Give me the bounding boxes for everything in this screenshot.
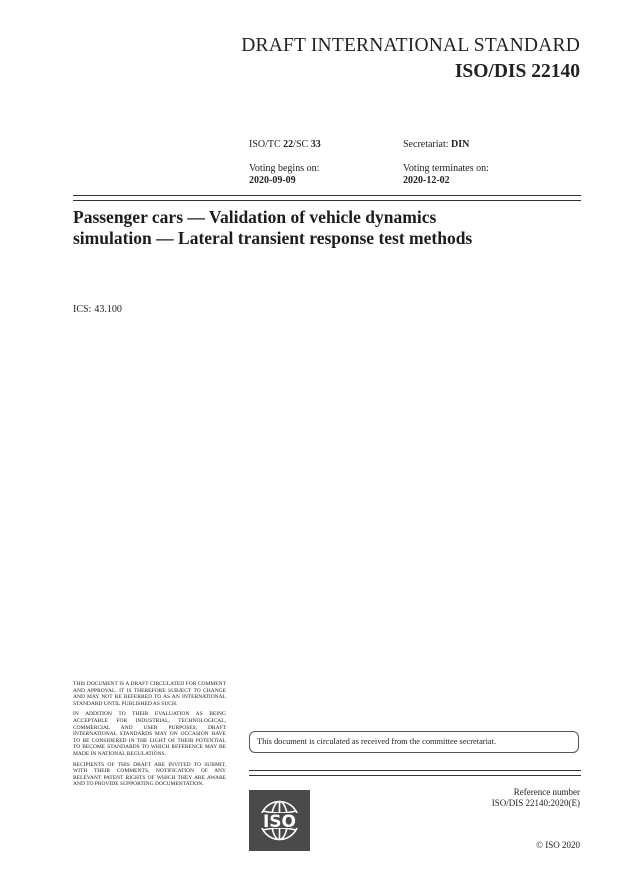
sc-prefix: /SC — [293, 139, 311, 150]
document-title — [73, 207, 583, 249]
sc-number: 33 — [310, 139, 321, 150]
ics-label: ICS: — [73, 304, 92, 315]
logo-text: ISO — [262, 812, 297, 832]
voting-begins-label: Voting begins on: — [249, 163, 320, 174]
voting-terminates-date: 2020-12-02 — [403, 175, 450, 186]
disclaimer-paragraph-2: IN ADDITION TO THEIR EVALUATION AS BEING ACCEPTABLE FOR INDUSTRIAL, TECHNOLOGICAL, COMMERCIAL AND USER PURPOSES, DRAFT INTERNATIONAL STANDARDS MAY ON OCCASION HAVE TO BE CONSIDERED IN THE LIGHT OF THEIR POTENTIAL TO BECOME STANDARDS TO WHICH REFERENCE MAY BE MADE IN NATIONAL REGULATIONS. — [73, 711, 226, 757]
disclaimer-paragraph-1: THIS DOCUMENT IS A DRAFT CIRCULATED FOR COMMENT AND APPROVAL. IT IS THEREFORE SUBJECT TO CHANGE AND MAY NOT BE REFERRED TO AS AN INTERNATIONAL STANDARD UNTIL PUBLISHED AS SUCH. — [73, 681, 226, 707]
secretariat-label: Secretariat: — [403, 139, 452, 150]
voting-begins — [249, 163, 319, 187]
ics-code — [73, 304, 122, 315]
reference-number: ISO/DIS 22140:2020(E) — [491, 798, 580, 808]
copyright-notice: © ISO 2020 — [536, 840, 580, 850]
circulation-notice: This document is circulated as received from the committee secretariat. — [249, 731, 579, 753]
document-type-heading: DRAFT INTERNATIONAL STANDARD — [241, 35, 580, 56]
tc-number: 22 — [283, 139, 294, 150]
footer-divider — [249, 770, 581, 776]
header-divider — [73, 195, 581, 201]
secretariat — [403, 139, 469, 151]
disclaimer-paragraph-3: RECIPIENTS OF THIS DRAFT ARE INVITED TO SUBMIT, WITH THEIR COMMENTS, NOTIFICATION OF ANY RELEVANT PATENT RIGHTS OF WHICH THEY ARE AWARE AND TO PROVIDE SUPPORTING DOCUMENTATION. — [73, 761, 226, 788]
reference-number-label: Reference number — [513, 787, 580, 797]
voting-terminates — [403, 163, 489, 187]
draft-disclaimer — [73, 681, 226, 792]
tc-prefix: ISO/TC — [249, 139, 284, 150]
voting-terminates-label: Voting terminates on: — [403, 163, 489, 174]
ics-value: 43.100 — [94, 304, 122, 315]
document-number-heading: ISO/DIS 22140 — [454, 61, 580, 82]
title-line-1: Passenger cars — Validation of vehicle dynamics — [73, 207, 437, 227]
title-line-2: simulation — Lateral transient response test methods — [73, 228, 473, 248]
iso-logo-icon — [249, 790, 310, 851]
technical-committee — [249, 139, 321, 151]
secretariat-value: DIN — [451, 139, 470, 150]
voting-begins-date: 2020-09-09 — [249, 175, 296, 186]
